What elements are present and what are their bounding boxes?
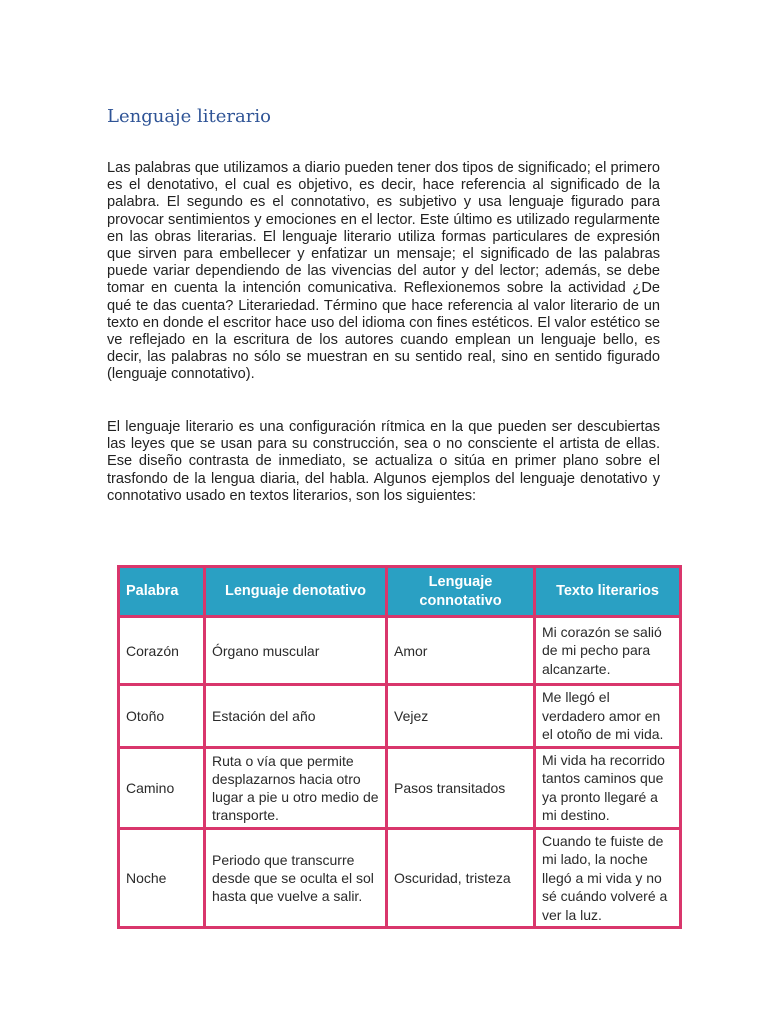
paragraph-1: Las palabras que utilizamos a diario pueden tener dos tipos de significado; el primero es el denotativo, el cual es objetivo, es decir, hace referencia al significado de la palabra. El segundo es el connotativo, es subjetivo y usa lenguaje figurado para provocar sentimientos y emociones en el lector. Este último es utilizado regularmente en las obras literarias. El lenguaje literario utiliza formas particulares de expresión que sirven para embellecer y enfatizar un mensaje; el significado de las palabras puede variar dependiendo de las vivencias del autor y del lector; además, se debe tomar en cuenta la intención comunicativa. Reflexionemos sobre la actividad ¿De qué te das cuenta? Literariedad. Término que hace referencia al valor literario de un texto en donde el escritor hace uso del idioma con fines estéticos. El valor estético se ve reflejado en la escritura de los autores cuando emplean un lenguaje bello, es decir, las palabras no sólo se muestran en su sentido real, sino en sentido figurado (lenguaje connotativo). bbox=[107, 160, 660, 383]
table-cell: Amor bbox=[387, 617, 535, 685]
table-cell: Corazón bbox=[119, 617, 205, 685]
table-cell: Órgano muscular bbox=[205, 617, 387, 685]
table-cell: Mi corazón se salió de mi pecho para alcanzarte. bbox=[535, 617, 681, 685]
table-cell: Periodo que transcurre desde que se oculta el sol hasta que vuelve a salir. bbox=[205, 828, 387, 928]
header-denotativo: Lenguaje denotativo bbox=[205, 567, 387, 617]
paragraph-2: El lenguaje literario es una configuración rítmica en la que pueden ser descubiertas las leyes que se usan para su construcción, sea o no consciente el artista de ellas. Ese diseño contrasta de inmediato, se actualiza o sitúa en primer plano sobre el trasfondo de la lengua diaria, del habla. Algunos ejemplos del lenguaje denotativo y connotativo usado en textos literarios, son los siguientes: bbox=[107, 419, 660, 504]
table-cell: Me llegó el verdadero amor en el otoño de mi vida. bbox=[535, 685, 681, 748]
header-palabra: Palabra bbox=[119, 567, 205, 617]
header-texto-literarios: Texto literarios bbox=[535, 567, 681, 617]
table-row bbox=[119, 747, 681, 828]
table-row bbox=[119, 828, 681, 928]
table-cell: Camino bbox=[119, 747, 205, 828]
table-cell: Oscuridad, tristeza bbox=[387, 828, 535, 928]
table-cell: Otoño bbox=[119, 685, 205, 748]
table-header-row bbox=[119, 567, 681, 617]
table-cell: Vejez bbox=[387, 685, 535, 748]
table-cell: Pasos transitados bbox=[387, 747, 535, 828]
examples-table bbox=[117, 565, 679, 923]
table-row bbox=[119, 617, 681, 685]
table-cell: Ruta o vía que permite desplazarnos hacia otro lugar a pie u otro medio de transporte. bbox=[205, 747, 387, 828]
table-cell: Noche bbox=[119, 828, 205, 928]
table-cell: Cuando te fuiste de mi lado, la noche llegó a mi vida y no sé cuándo volveré a ver la luz. bbox=[535, 828, 681, 928]
header-connotativo: Lenguaje connotativo bbox=[387, 567, 535, 617]
table-row bbox=[119, 685, 681, 748]
table-cell: Estación del año bbox=[205, 685, 387, 748]
document-title: Lenguaje literario bbox=[107, 106, 271, 127]
table-cell: Mi vida ha recorrido tantos caminos que ya pronto llegaré a mi destino. bbox=[535, 747, 681, 828]
